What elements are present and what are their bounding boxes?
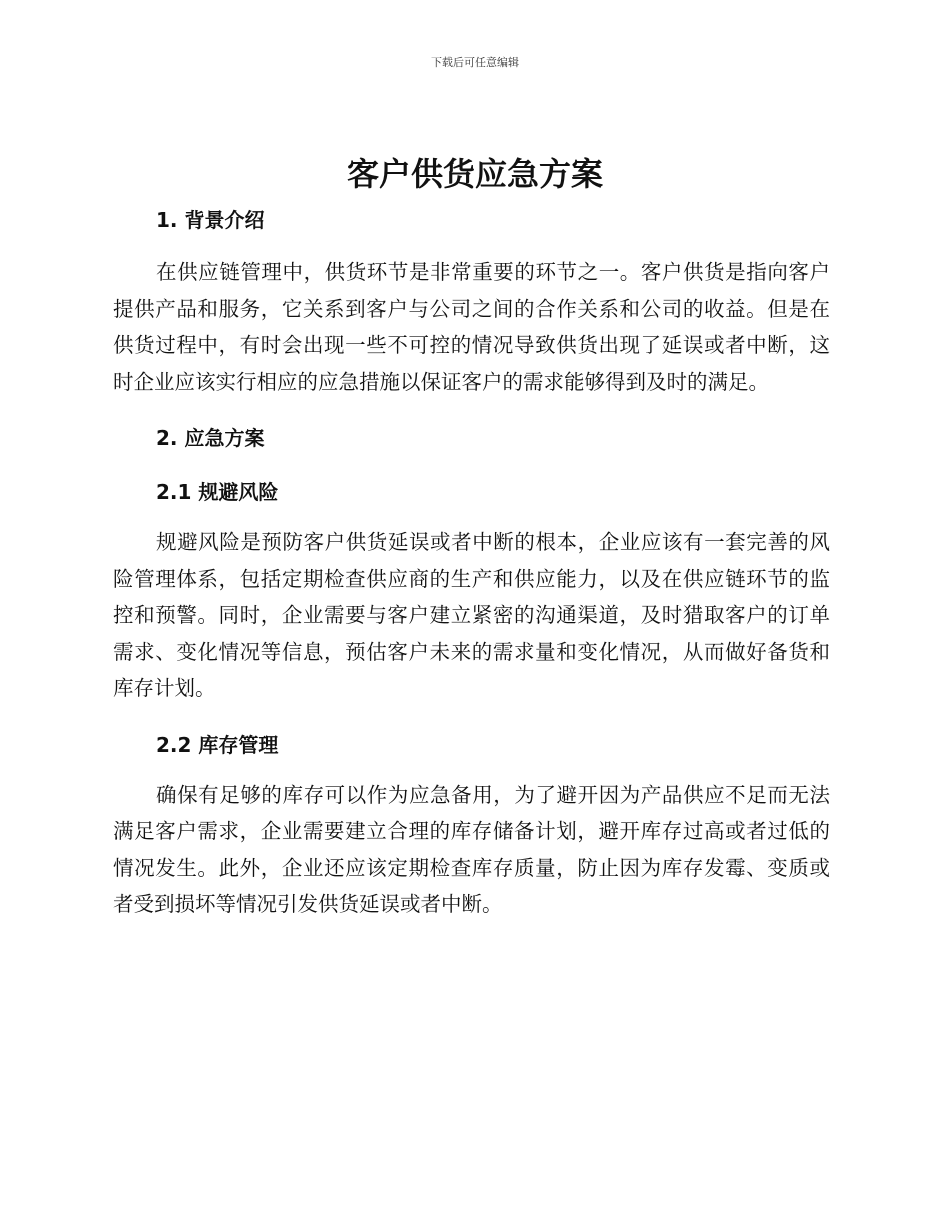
paragraph-background: 在供应链管理中，供货环节是非常重要的环节之一。客户供货是指向客户提供产品和服务，它关系到客户与公司之间的合作关系和公司的收益。但是在供货过程中，有时会出现一些不可控的情况导致供货出现了延误或者中断，这时企业应该实行相应的应急措施以保证客户的需求能够得到及时的满足。 bbox=[113, 260, 830, 394]
paragraph-inventory-management: 确保有足够的库存可以作为应急备用，为了避开因为产品供应不足而无法满足客户需求，企业需要建立合理的库存储备计划，避开库存过高或者过低的情况发生。此外，企业还应该定期检查库存质量，防止因为库存发霉、变质或者受到损坏等情况引发供货延误或者中断。 bbox=[113, 782, 830, 916]
document-body bbox=[113, 200, 830, 923]
subsection-heading-risk-avoidance: 2.1 规避风险 bbox=[156, 480, 279, 504]
page-header: 下载后可任意编辑 bbox=[431, 56, 519, 69]
section-heading-emergency-plan: 2. 应急方案 bbox=[156, 426, 265, 450]
document-title: 客户供货应急方案 bbox=[346, 155, 603, 193]
paragraph-risk-avoidance: 规避风险是预防客户供货延误或者中断的根本，企业应该有一套完善的风险管理体系，包括定期检查供应商的生产和供应能力，以及在供应链环节的监控和预警。同时，企业需要与客户建立紧密的沟通渠道，及时猎取客户的订单需求、变化情况等信息，预估客户未来的需求量和变化情况，从而做好备货和库存计划。 bbox=[113, 530, 830, 700]
subsection-heading-inventory-management: 2.2 库存管理 bbox=[156, 732, 279, 757]
section-heading-background: 1. 背景介绍 bbox=[156, 208, 265, 232]
